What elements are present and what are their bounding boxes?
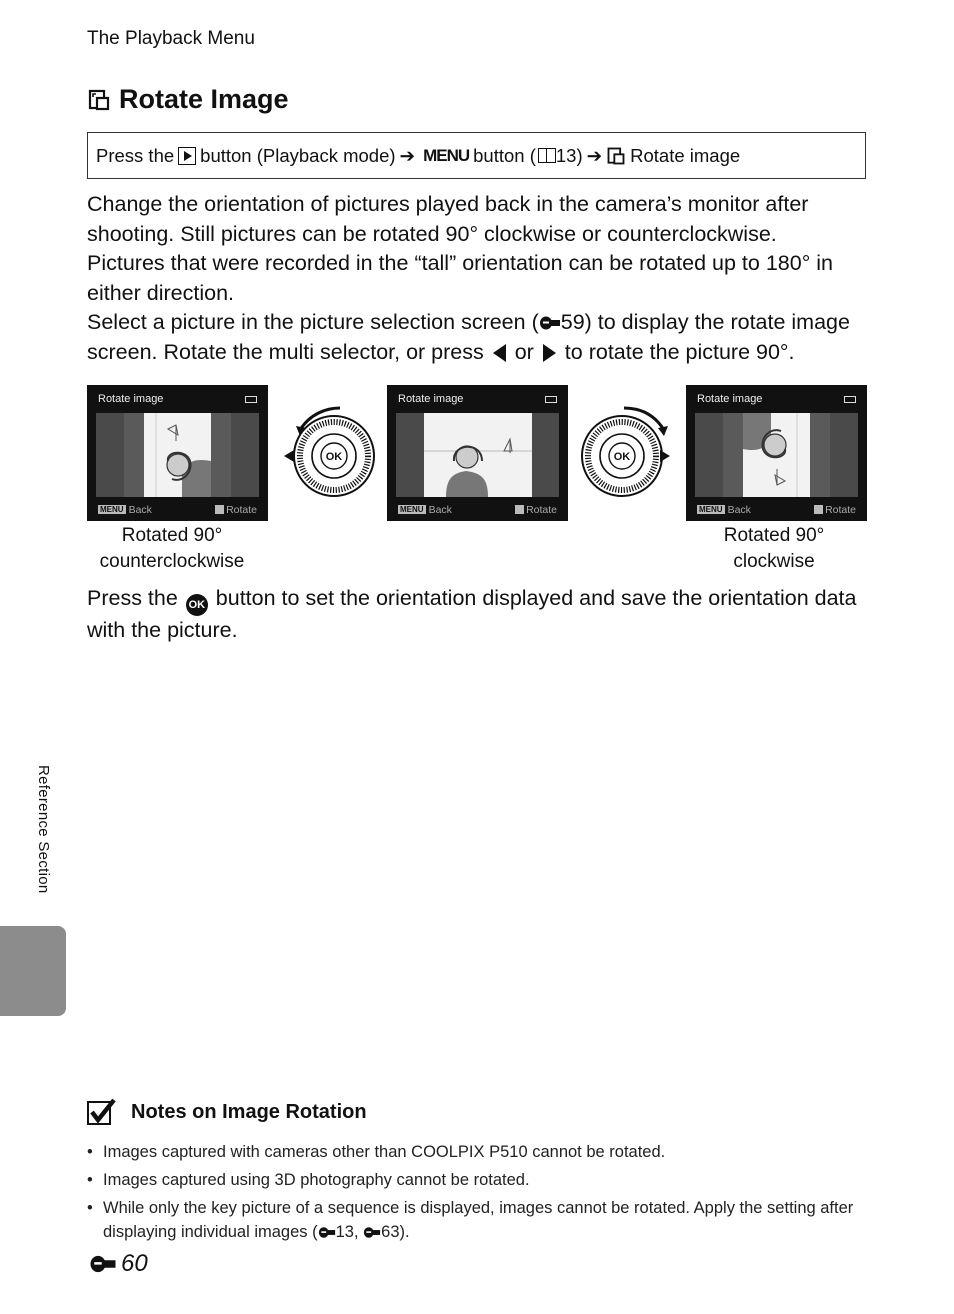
rotated-ccw-photo — [96, 413, 259, 497]
screen-title: Rotate image — [98, 393, 164, 405]
reference-section-icon — [318, 1226, 336, 1239]
rotate-chip-icon — [814, 505, 823, 514]
confirm-text-b: button to set the orientation displayed and save the orientation data with the picture. — [87, 586, 857, 642]
menu-path-box — [87, 132, 866, 179]
original-photo — [396, 413, 559, 497]
rotated-cw-photo — [695, 413, 858, 497]
page-title-text: Rotate Image — [119, 84, 289, 114]
screen-footer — [98, 504, 257, 516]
checkmark-icon — [87, 1098, 117, 1126]
back-label: Back — [428, 504, 452, 516]
menu-chip: MENU — [100, 505, 124, 514]
page-number-text: 60 — [121, 1250, 148, 1277]
caption-ccw-line1: Rotated 90° — [121, 525, 223, 546]
list-item — [87, 1196, 877, 1244]
rotate-image-icon — [606, 146, 626, 166]
right-arrow-icon — [543, 344, 556, 362]
paragraph-tall: Pictures that were recorded in the “tall” orientation can be rotated up to 180° in either direction. — [87, 251, 834, 305]
note-3-ref1: 13, — [335, 1223, 359, 1241]
battery-icon — [245, 396, 257, 403]
reference-section-icon — [363, 1226, 381, 1239]
nav-text-3: button ( — [473, 144, 536, 166]
screen-image-area — [695, 413, 858, 497]
running-header: The Playback Menu — [87, 28, 255, 49]
select-text-or: or — [514, 339, 534, 364]
reference-section-icon — [87, 1254, 119, 1274]
menu-chip: MENU — [400, 505, 424, 514]
rotate-image-icon — [87, 88, 111, 112]
nav-text-1: Press the — [96, 144, 175, 166]
camera-screen-normal — [387, 385, 568, 521]
note-3-text: While only the key picture of a sequence is displayed, images cannot be rotated. Apply the setting after displaying individual images ( — [103, 1199, 854, 1241]
caption-cw-line1: Rotated 90° — [723, 525, 825, 546]
nav-text-2: button (Playback mode) — [200, 144, 396, 166]
list-item: • Images captured using 3D photography cannot be rotated. — [87, 1168, 877, 1192]
screen-title: Rotate image — [697, 393, 763, 405]
reference-section-icon — [539, 315, 561, 331]
paragraph-select — [87, 308, 877, 367]
caption-cw-line2: clockwise — [733, 551, 815, 572]
battery-icon — [844, 396, 856, 403]
ok-button-icon: OK — [186, 594, 208, 616]
caption-cw — [674, 523, 874, 575]
section-tab — [0, 926, 66, 1016]
page-title — [87, 84, 289, 115]
paragraph-intro: Change the orientation of pictures played back in the camera’s monitor after shooting. Still pictures can be rotated 90° clockwise or counterclockwise. — [87, 192, 809, 246]
notes-heading — [87, 1098, 367, 1126]
left-arrow-icon — [493, 344, 506, 362]
side-section-label: Reference Section — [35, 765, 52, 894]
screen-image-area — [96, 413, 259, 497]
book-reference-icon — [538, 148, 556, 163]
select-text-a: Select a picture in the picture selection screen ( — [87, 310, 539, 334]
note-3-ref2: 63). — [381, 1223, 410, 1241]
multi-selector-ccw-icon — [278, 400, 393, 510]
notes-list — [87, 1140, 877, 1248]
select-text-ref: 59) to display the rotate image screen. Rotate the multi selector, or press — [87, 310, 850, 364]
list-item: • Images captured with cameras other than COOLPIX P510 cannot be rotated. — [87, 1140, 877, 1164]
screen-image-area — [396, 413, 559, 497]
rotate-chip-icon — [515, 505, 524, 514]
screen-footer — [697, 504, 856, 516]
nav-ref-page: 13) — [555, 144, 583, 166]
confirm-text-a: Press the — [87, 586, 178, 610]
rotate-label: Rotate — [226, 504, 257, 516]
back-label: Back — [727, 504, 751, 516]
paragraph-confirm — [87, 584, 877, 646]
menu-button-icon: MENU — [423, 145, 470, 165]
rotate-chip-icon — [215, 505, 224, 514]
select-text-end: to rotate the picture 90°. — [564, 339, 795, 364]
camera-screen-cw — [686, 385, 867, 521]
menu-chip: MENU — [699, 505, 723, 514]
ok-label: OK — [613, 451, 631, 463]
battery-icon — [545, 396, 557, 403]
screen-footer — [398, 504, 557, 516]
arrow-icon: ➔ — [399, 144, 416, 166]
arrow-icon: ➔ — [586, 144, 603, 166]
notes-title-text: Notes on Image Rotation — [131, 1100, 367, 1123]
back-label: Back — [128, 504, 152, 516]
multi-selector-cw-icon — [578, 400, 693, 510]
nav-text-4: Rotate image — [630, 144, 741, 166]
screen-title: Rotate image — [398, 393, 464, 405]
rotate-label: Rotate — [825, 504, 856, 516]
rotate-label: Rotate — [526, 504, 557, 516]
caption-ccw-line2: counterclockwise — [99, 551, 245, 572]
camera-screen-ccw — [87, 385, 268, 521]
caption-ccw — [72, 523, 272, 575]
ok-label: OK — [325, 451, 343, 463]
page-number — [87, 1250, 148, 1278]
playback-button-icon — [178, 147, 196, 165]
